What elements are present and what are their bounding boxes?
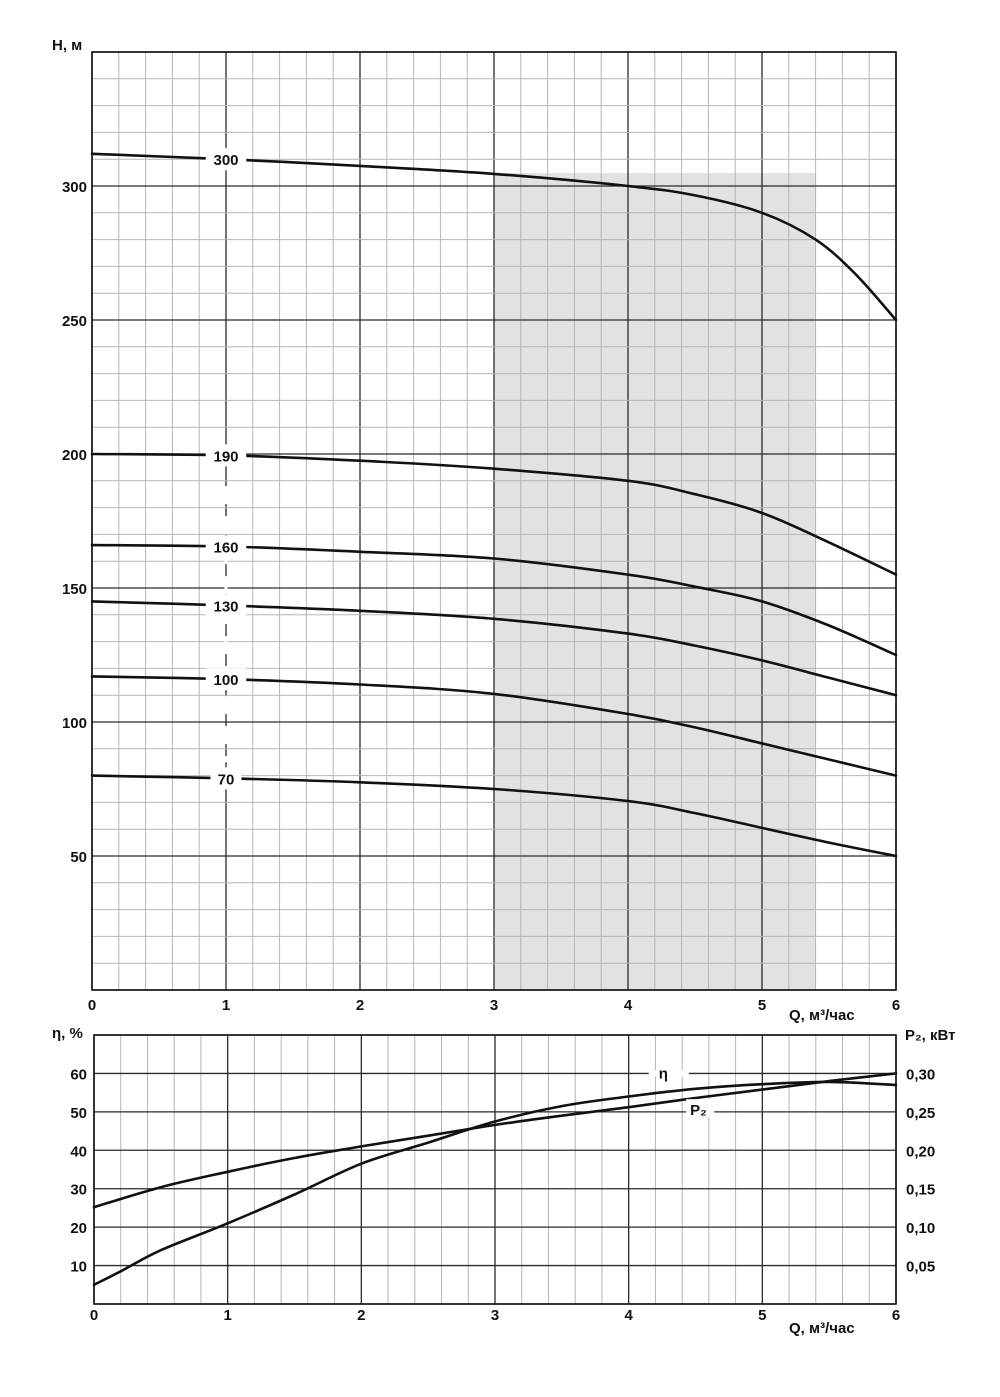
x-tick-label: 3 xyxy=(490,1307,500,1324)
x-axis-label: Q, м³/час xyxy=(789,1320,855,1337)
x-tick-label: 6 xyxy=(891,997,901,1014)
y2-tick-label: 0,25 xyxy=(906,1104,936,1122)
head-chart xyxy=(52,37,900,1024)
y-tick-label: 100 xyxy=(61,715,87,732)
curve-label-100: 100 xyxy=(213,672,239,690)
curve-label-160: 160 xyxy=(213,539,239,557)
x-tick-label: 3 xyxy=(489,997,499,1014)
eta-curve-label: η xyxy=(658,1065,668,1083)
efficiency-grid xyxy=(94,1035,896,1304)
y-tick-label: 60 xyxy=(70,1066,87,1084)
efficiency-power-chart xyxy=(52,1025,956,1337)
x-tick-label: 0 xyxy=(89,1307,99,1324)
x-tick-label: 0 xyxy=(87,997,97,1014)
y2-tick-label: 0,30 xyxy=(906,1066,936,1084)
y-tick-label: 10 xyxy=(70,1258,87,1276)
curve-label-130: 130 xyxy=(213,598,239,616)
p2-curve-label: P₂ xyxy=(690,1102,707,1120)
x-tick-label: 6 xyxy=(891,1307,901,1324)
x-tick-label: 4 xyxy=(623,997,633,1014)
y-tick-label: 150 xyxy=(61,581,87,598)
y-tick-label: 50 xyxy=(70,849,87,866)
y-axis-label-eta: η, % xyxy=(52,1025,83,1042)
y2-tick-label: 0,05 xyxy=(906,1258,936,1276)
y2-tick-label: 0,15 xyxy=(906,1181,936,1199)
x-axis-label: Q, м³/час xyxy=(789,1007,855,1024)
y-tick-label: 250 xyxy=(61,313,87,330)
y2-tick-label: 0,10 xyxy=(906,1220,936,1238)
y-tick-label: 30 xyxy=(70,1181,87,1199)
y-tick-label: 50 xyxy=(70,1104,87,1122)
y-tick-label: 300 xyxy=(61,179,87,196)
x-tick-label: 2 xyxy=(355,997,365,1014)
x-tick-label: 2 xyxy=(357,1307,366,1324)
x-tick-label: 1 xyxy=(221,997,231,1014)
x-tick-label: 4 xyxy=(624,1307,633,1324)
y-axis-label: H, м xyxy=(52,37,83,54)
y-tick-label: 20 xyxy=(70,1220,87,1238)
curve-label-70: 70 xyxy=(217,771,235,789)
x-tick-label: 5 xyxy=(758,1307,767,1324)
curve-label-300: 300 xyxy=(213,152,239,170)
y-tick-label: 40 xyxy=(70,1143,87,1161)
curve-label-190: 190 xyxy=(213,448,239,466)
y-axis-label-p2: P₂, кВт xyxy=(905,1027,956,1044)
y-tick-label: 200 xyxy=(61,447,87,464)
y2-tick-label: 0,20 xyxy=(906,1143,936,1161)
x-tick-label: 5 xyxy=(757,997,767,1014)
x-tick-label: 1 xyxy=(223,1307,232,1324)
